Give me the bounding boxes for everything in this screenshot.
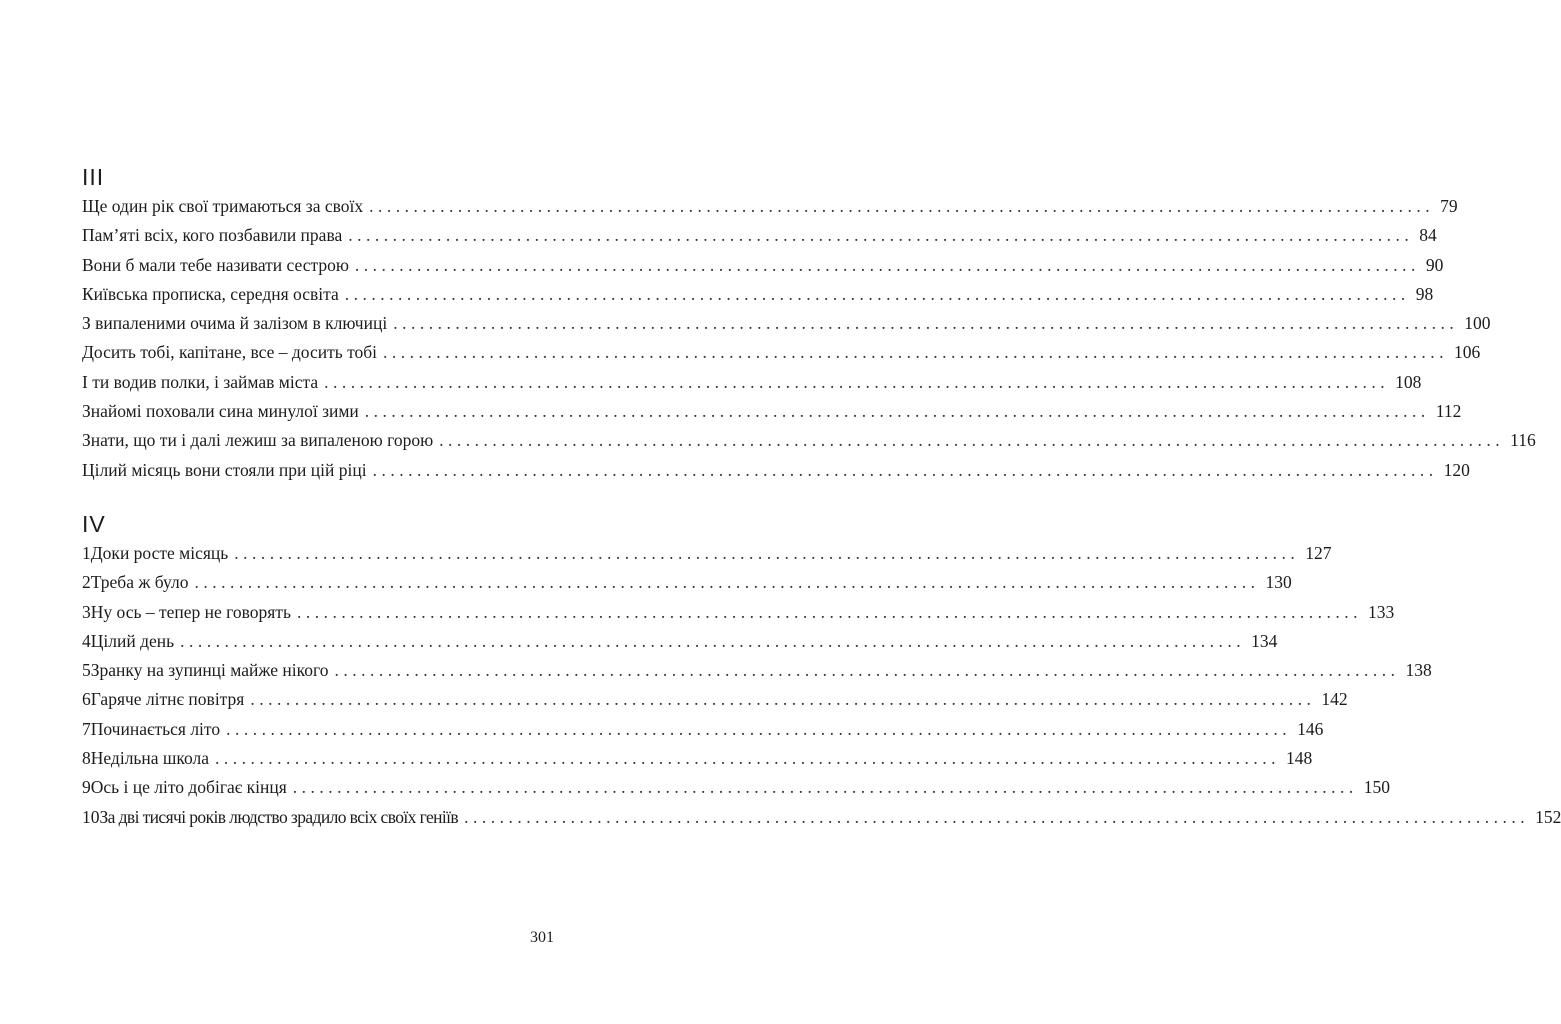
entry-page: 148: [1286, 748, 1313, 769]
entry-title: Треба ж було: [90, 572, 189, 593]
entry-page: 112: [1435, 401, 1462, 422]
entry-page: 98: [1415, 283, 1434, 304]
entry-title: Доки росте місяць: [90, 543, 229, 563]
entry-page: 150: [1363, 777, 1391, 798]
entry-title: Починається літо: [90, 718, 221, 739]
section-heading-iv: IV: [82, 511, 106, 537]
leader-dots: ........................................................................................................................: [464, 806, 1530, 827]
toc-entry[interactable]: [82, 430, 1536, 459]
entry-number: 7: [82, 718, 91, 739]
entry-title: Цілий день: [90, 630, 175, 651]
leader-dots: ........................................................................................................................: [383, 342, 1449, 363]
entry-title: Ось і це літо добігає кінця: [90, 777, 287, 798]
toc-entry[interactable]: [82, 371, 1422, 401]
entry-title: Пам’яті всіх, кого позбавили права: [82, 225, 343, 246]
entry-title: Досить тобі, капітане, все – досить тобі: [82, 342, 378, 363]
entry-title: Зранку на зупинці майже нікого: [90, 660, 329, 681]
leader-dots: ........................................................................................................................: [215, 748, 1281, 769]
entry-title: За дві тисячі років людство зрадило всіх своїх геніїв: [99, 806, 459, 827]
entry-number: 4: [82, 630, 91, 651]
toc-list-iii: [82, 196, 1536, 489]
leader-dots: ........................................................................................................................: [348, 225, 1414, 246]
entry-page: 127: [1305, 543, 1332, 563]
toc-entry[interactable]: [82, 283, 1434, 313]
leader-dots: ........................................................................................................................: [180, 630, 1246, 651]
entry-page: 142: [1321, 689, 1348, 710]
entry-number: 6: [82, 689, 91, 710]
entry-number: 3: [82, 601, 91, 622]
toc-entry[interactable]: [82, 601, 1395, 631]
section-heading-iii: III: [82, 164, 105, 190]
leader-dots: ........................................................................................................................: [250, 689, 1316, 710]
entry-title: Ще один рік свої тримаються за своїх: [82, 196, 364, 216]
toc-entry[interactable]: [82, 196, 1458, 225]
toc-entry[interactable]: [82, 401, 1462, 430]
entry-page: 152: [1535, 806, 1561, 827]
leader-dots: ........................................................................................................................: [354, 254, 1420, 275]
entry-number: 9: [82, 777, 91, 798]
toc-entry[interactable]: [82, 660, 1432, 689]
toc-entry[interactable]: [82, 748, 1313, 777]
toc-entry[interactable]: [82, 806, 1561, 836]
entry-title: Гаряче літнє повітря: [90, 689, 245, 710]
entry-title: І ти водив полки, і займав міста: [82, 371, 319, 392]
entry-number: 5: [82, 660, 91, 681]
entry-page: 146: [1297, 718, 1324, 739]
leader-dots: ........................................................................................................................: [234, 543, 1300, 563]
toc-entry[interactable]: [82, 718, 1324, 748]
entry-page: 130: [1265, 572, 1292, 593]
toc-entry[interactable]: [82, 342, 1481, 371]
entry-page: 133: [1367, 601, 1395, 622]
entry-number: 2: [82, 572, 91, 593]
entry-title: Вони б мали тебе називати сестрою: [82, 254, 349, 275]
entry-page: 106: [1454, 342, 1481, 363]
entry-number: 1: [82, 543, 91, 563]
entry-page: 120: [1443, 459, 1470, 480]
leader-dots: ........................................................................................................................: [334, 660, 1400, 681]
leader-dots: ........................................................................................................................: [364, 401, 1430, 422]
entry-page: 108: [1395, 371, 1422, 392]
toc-entry[interactable]: [82, 225, 1437, 254]
entry-page: 79: [1440, 196, 1458, 216]
leader-dots: ........................................................................................................................: [372, 459, 1438, 480]
leader-dots: ........................................................................................................................: [324, 371, 1390, 392]
toc-list-iv: [82, 543, 1561, 836]
entry-title: Київська прописка, середня освіта: [82, 283, 339, 304]
entry-page: 90: [1425, 254, 1444, 275]
entry-number: 8: [82, 748, 91, 769]
toc-entry[interactable]: [82, 689, 1348, 718]
leader-dots: ........................................................................................................................: [296, 601, 1362, 622]
leader-dots: ........................................................................................................................: [344, 283, 1410, 304]
leader-dots: ........................................................................................................................: [439, 430, 1505, 451]
entry-title: Ну ось – тепер не говорять: [90, 601, 291, 622]
toc-entry[interactable]: [82, 459, 1470, 489]
leader-dots: ........................................................................................................................: [194, 572, 1260, 593]
toc-entry[interactable]: [82, 313, 1491, 342]
toc-entry[interactable]: [82, 777, 1391, 806]
entry-title: Недільна школа: [90, 748, 210, 769]
entry-page: 116: [1510, 430, 1536, 451]
entry-title: Цілий місяць вони стояли при цій ріці: [82, 459, 367, 480]
entry-page: 138: [1405, 660, 1432, 681]
entry-page: 100: [1464, 313, 1491, 334]
toc-entry[interactable]: [82, 572, 1292, 601]
entry-page: 134: [1251, 630, 1278, 651]
entry-title: Знайомі поховали сина минулої зими: [82, 401, 359, 422]
toc-entry[interactable]: [82, 254, 1444, 284]
leader-dots: ........................................................................................................................: [393, 313, 1459, 334]
entry-page: 84: [1419, 225, 1437, 246]
leader-dots: ........................................................................................................................: [226, 718, 1292, 739]
toc-entry[interactable]: [82, 543, 1332, 572]
entry-number: 10: [82, 806, 100, 827]
leader-dots: ........................................................................................................................: [292, 777, 1358, 798]
toc-entry[interactable]: [82, 630, 1278, 660]
entry-title: Знати, що ти і далі лежиш за випаленою горою: [82, 430, 434, 451]
page-number: 301: [530, 929, 554, 946]
entry-title: З випаленими очима й залізом в ключиці: [82, 313, 388, 334]
leader-dots: ........................................................................................................................: [369, 196, 1435, 216]
